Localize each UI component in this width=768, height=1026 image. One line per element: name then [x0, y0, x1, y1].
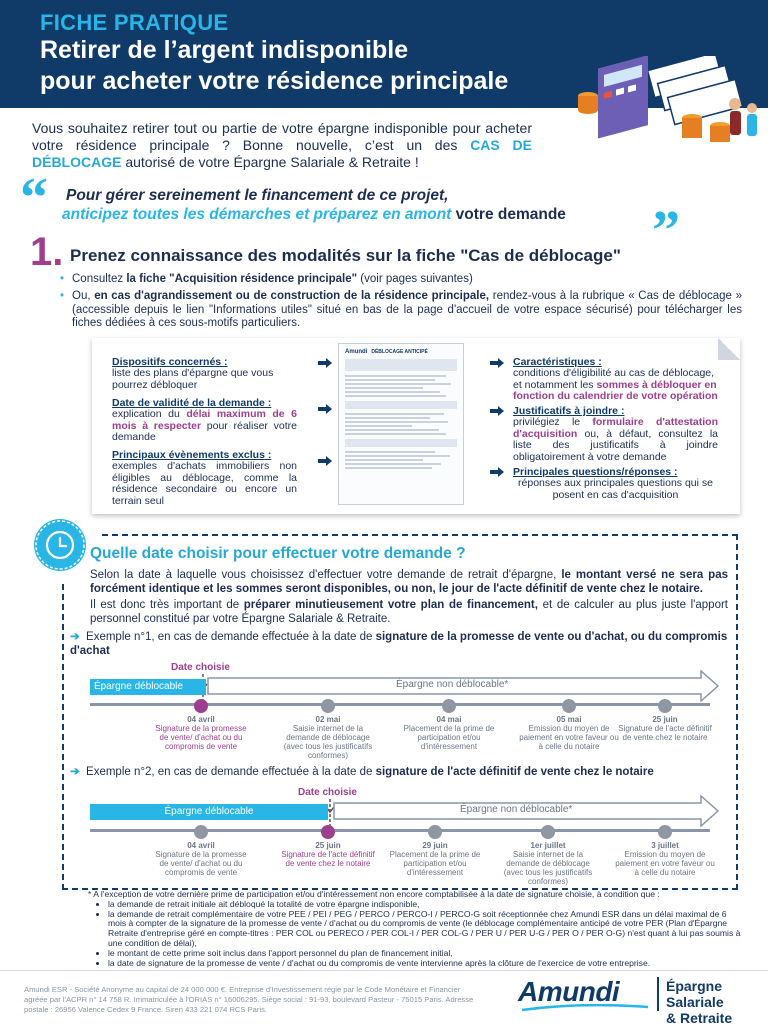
footer-divider — [0, 970, 768, 971]
quote-line-2-blue: anticipez toutes les démarches et préparez en amont — [62, 206, 452, 223]
timeline-date: 04 avril — [187, 715, 215, 724]
timeline-event: Signature de l'acte définitif de vente chez le notaire — [618, 724, 712, 742]
footnote-item: • le montant de cette prime soit inclus dans l'apport personnel du plan de financement initial, — [108, 949, 743, 959]
arrow-right-icon — [490, 358, 504, 368]
step-number: 1. — [30, 230, 64, 274]
bullet-text-end: (voir pages suivantes) — [357, 273, 473, 285]
card-item-dispositifs — [112, 356, 297, 391]
bullet-text: Ou, — [72, 290, 95, 302]
footnote-list — [88, 900, 743, 969]
timeline-date: 04 mai — [436, 715, 462, 724]
savings-illustration — [570, 56, 760, 156]
epargne-non-deblocable-label: Épargne non déblocable* — [396, 679, 509, 690]
legal-notice: Amundi ESR - Société Anonyme au capital de 24 000 000 €. Entreprise d'Investissement régie par le Code Monétaire et Financier agréée par l'ACPR n° 14 758 R. Immatriculée à l'ORIAS n° 16006295. Siège social : 91-93, boulevard Pasteur - 75015 Paris. Adresse postale : 26956 Valence Cedex 9 France. Siren 433 221 074 RCS Paris. — [24, 985, 474, 1014]
card-text: exemples d'achats immobiliers non éligibles au déblocage, comme la résidence secondaire ou encore un terrain seul — [112, 460, 297, 507]
timeline-date: 1er juillet — [530, 841, 566, 850]
section-paragraph: Il est donc très important de préparer minutieusement votre plan de financement, et de calculer au plus juste l'apport personnel constitué par votre Épargne Salariale & Retraite. — [90, 599, 728, 625]
timeline-milestone-dot — [562, 699, 576, 713]
quote-block — [62, 186, 662, 224]
intro-text-end: autorisé de votre Épargne Salariale & Retraite ! — [121, 154, 419, 170]
doc-block — [345, 359, 457, 371]
quote-open-icon: “ — [20, 167, 48, 229]
timeline-event: Saisie internet de la demande de déblocage (avec tous les justificatifs conformes) — [503, 850, 593, 886]
date-choisie-label: Date choisie — [171, 662, 230, 673]
bullet-icon: • — [60, 273, 65, 285]
amundi-logo: Amundi — [518, 976, 620, 1007]
section-title: Quelle date choisir pour effectuer votre demande ? — [90, 545, 466, 562]
footnote-item: • la demande de retrait complémentaire de votre PEE / PEI / PEG / PERCO / PERCO-I / PERCO-G soit réceptionnée chez Amundi ESR dans un délai maximal de 6 mois à compter de la signature de la promesse de vente / d'achat ou du compromis de vente (le déblocage complémentaire anticipé de votre PER (Plan d'Épargne Retraite d'entreprise géré en compte-titres : PER COL ou PERECO / PER COL-I / PER COL-G / PER U / PER U-G / PER O / PER O-G) n'est quant à lui pas soumis à une condition de délai), — [108, 910, 743, 949]
card-item-exclus — [112, 449, 297, 507]
card-item-justificatifs — [513, 405, 718, 463]
timeline-event: Signature de la promesse de vente/ d'achat ou du compromis de vente — [155, 850, 247, 877]
intro-text: Vous souhaitez retirer tout ou partie de votre épargne indisponible pour acheter votre résidence principale ? Bonne nouvelle, c’est un des — [32, 120, 532, 153]
page-kicker: FICHE PRATIQUE — [40, 10, 229, 35]
timeline-event: Saisie internet de la demande de déblocage (avec tous les justificatifs conformes) — [283, 724, 373, 760]
timeline-event: Placement de la prime de participation et/ou d'intéressement — [403, 724, 495, 751]
timeline-2-line — [90, 829, 710, 832]
timeline-milestone-dot — [428, 825, 442, 839]
calculator-icon — [598, 56, 648, 138]
card-label: Justificatifs à joindre : — [513, 405, 625, 417]
logo-swoosh — [520, 1004, 650, 1012]
title-line-2: pour acheter votre résidence principale — [40, 67, 509, 95]
arrow-icon: ➔ — [70, 766, 80, 778]
example-1-heading: ➔ Exemple n°1, en cas de demande effectuée à la date de signature de la promesse de vente ou d'achat, ou du compromis d'achat — [70, 631, 728, 657]
timeline-milestone-dot — [194, 825, 208, 839]
quote-line-1: Pour gérer sereinement le financement de ce projet, — [66, 187, 449, 204]
clock-icon — [34, 519, 86, 571]
card-label: Date de validité de la demande : — [112, 397, 272, 409]
brand-line-1: Épargne Salariale — [666, 978, 724, 1010]
doc-block — [345, 401, 457, 409]
card-item-caracteristiques — [513, 356, 718, 403]
logo-separator — [657, 977, 659, 1011]
bullet-item — [60, 290, 742, 331]
timeline-date: 29 juin — [422, 841, 448, 850]
arrow-right-icon — [318, 358, 332, 368]
bullet-item — [60, 273, 742, 287]
intro-paragraph — [32, 120, 532, 171]
arrow-right-icon — [490, 406, 504, 416]
timeline-milestone-dot — [658, 825, 672, 839]
card-text: privilégiez le formulaire d'attestation d'acquisition ou, à défaut, consultez la liste des justificatifs à joindre obligatoirement à votre demande — [513, 416, 718, 463]
card-text: liste des plans d'épargne que vous pourrez débloquer — [112, 367, 274, 391]
card-label: Caractéristiques : — [513, 356, 602, 368]
doc-logo: Amundi — [345, 349, 368, 355]
arrow-right-icon — [318, 404, 332, 414]
timeline-date: 02 mai — [315, 715, 341, 724]
doc-block — [345, 439, 457, 447]
footnote-intro: * A l'exception de votre dernière prime de participation et/ou d'intéressement non encore comptabilisée à la date de signature choisie, à condition que : — [88, 889, 660, 899]
fiche-document-thumbnail — [338, 343, 464, 505]
section-paragraph: Selon la date à laquelle vous choisissez d'effectuer votre demande de retrait d'épargne, le montant versé ne sera pas forcément identique et les sommes seront disponibles, ou non, le jour de l'acte définitif de vente chez le notaire. — [90, 569, 728, 595]
card-text: réponses aux principales questions qui se posent en cas d'acquisition — [518, 477, 713, 501]
footnote — [88, 890, 743, 968]
bullet-text-end: rendez-vous à la rubrique « Cas de déblocage » (accessible depuis le lien "Informations utiles" situé en bas de la page d'accueil de votre espace sécurisé) pour télécharger les fiches dédiées à ces sous-motifs particuliers. — [72, 290, 742, 329]
page-fold-icon — [718, 338, 740, 360]
footnote-item: • la demande de retrait initiale ait débloqué la totalité de votre épargne indisponible, — [108, 900, 743, 910]
timeline-date: 04 avril — [187, 841, 215, 850]
timeline-date: 3 juillet — [651, 841, 679, 850]
epargne-non-deblocable-label: Épargne non déblocable* — [460, 804, 573, 815]
timeline-event: Emission du moyen de paiement en votre faveur ou à celle du notaire — [519, 724, 619, 751]
timeline-date: 25 juin — [652, 715, 678, 724]
intro-highlight: CAS DE DÉBLOCAGE — [32, 137, 532, 170]
card-label: Dispositifs concernés : — [112, 356, 228, 368]
arrow-icon: ➔ — [70, 631, 80, 643]
card-label: Principales questions/réponses : — [513, 466, 678, 478]
quote-line-2-dark: votre demande — [451, 206, 566, 223]
timeline-event: Placement de la prime de participation et/ou d'intéressement — [389, 850, 481, 877]
bullet-link: la fiche "Acquisition résidence principale" — [126, 273, 358, 285]
timeline-milestone-dot — [321, 825, 335, 839]
card-text: explication du délai maximum de 6 mois à respecter pour réaliser votre demande — [112, 408, 297, 444]
arrow-right-icon — [318, 456, 332, 466]
timeline-milestone-dot — [541, 825, 555, 839]
people-icon — [729, 98, 757, 136]
timeline-milestone-dot — [658, 699, 672, 713]
timeline-milestone-dot — [442, 699, 456, 713]
arrow-right-icon — [490, 467, 504, 477]
epargne-deblocable-bar: Épargne déblocable — [90, 679, 206, 695]
timeline-1-line — [90, 703, 710, 706]
page-title — [40, 35, 560, 97]
card-item-validite — [112, 397, 297, 444]
quote-close-icon: ” — [652, 200, 680, 262]
timeline-event: Emission du moyen de paiement en votre faveur ou à celle du notaire — [615, 850, 715, 877]
doc-title: DÉBLOCAGE ANTICIPÉ — [371, 349, 428, 355]
timeline-date: 05 mai — [556, 715, 582, 724]
step-title: Prenez connaissance des modalités sur la fiche "Cas de déblocage" — [70, 246, 621, 265]
example-2-heading: ➔ Exemple n°2, en cas de demande effectuée à la date de signature de l'acte définitif de vente chez le notaire — [70, 766, 654, 778]
timeline-date: 25 juin — [315, 841, 341, 850]
timeline-event: Signature de la promesse de vente/ d'achat ou du compromis de vente — [155, 724, 247, 751]
bullet-text: Consultez — [72, 273, 127, 285]
title-line-1: Retirer de l’argent indisponible — [40, 36, 409, 64]
bullet-emphasis: en cas d'agrandissement ou de construction de la résidence principale, — [94, 290, 490, 302]
bullet-icon: • — [60, 290, 65, 302]
timeline-milestone-dot — [321, 699, 335, 713]
card-item-questions — [513, 466, 718, 501]
brand-line-2: & Retraite — [666, 1010, 733, 1026]
footnote-item: • la date de signature de la promesse de vente / d'achat ou du compromis de vente intervienne après la clôture de l'exercice de votre entreprise. — [108, 959, 743, 969]
epargne-deblocable-bar: Épargne déblocable — [90, 804, 328, 820]
timeline-milestone-dot — [194, 699, 208, 713]
timeline-event: Signature de l'acte définitif de vente chez le notaire — [281, 850, 375, 868]
card-label: Principaux évènements exclus : — [112, 449, 272, 461]
card-text: conditions d'éligibilité au cas de déblocage, et notamment les sommes à débloquer en fonction du calendrier de votre opération — [513, 367, 718, 403]
brand-tagline — [666, 978, 768, 1026]
date-choisie-label: Date choisie — [298, 787, 357, 798]
